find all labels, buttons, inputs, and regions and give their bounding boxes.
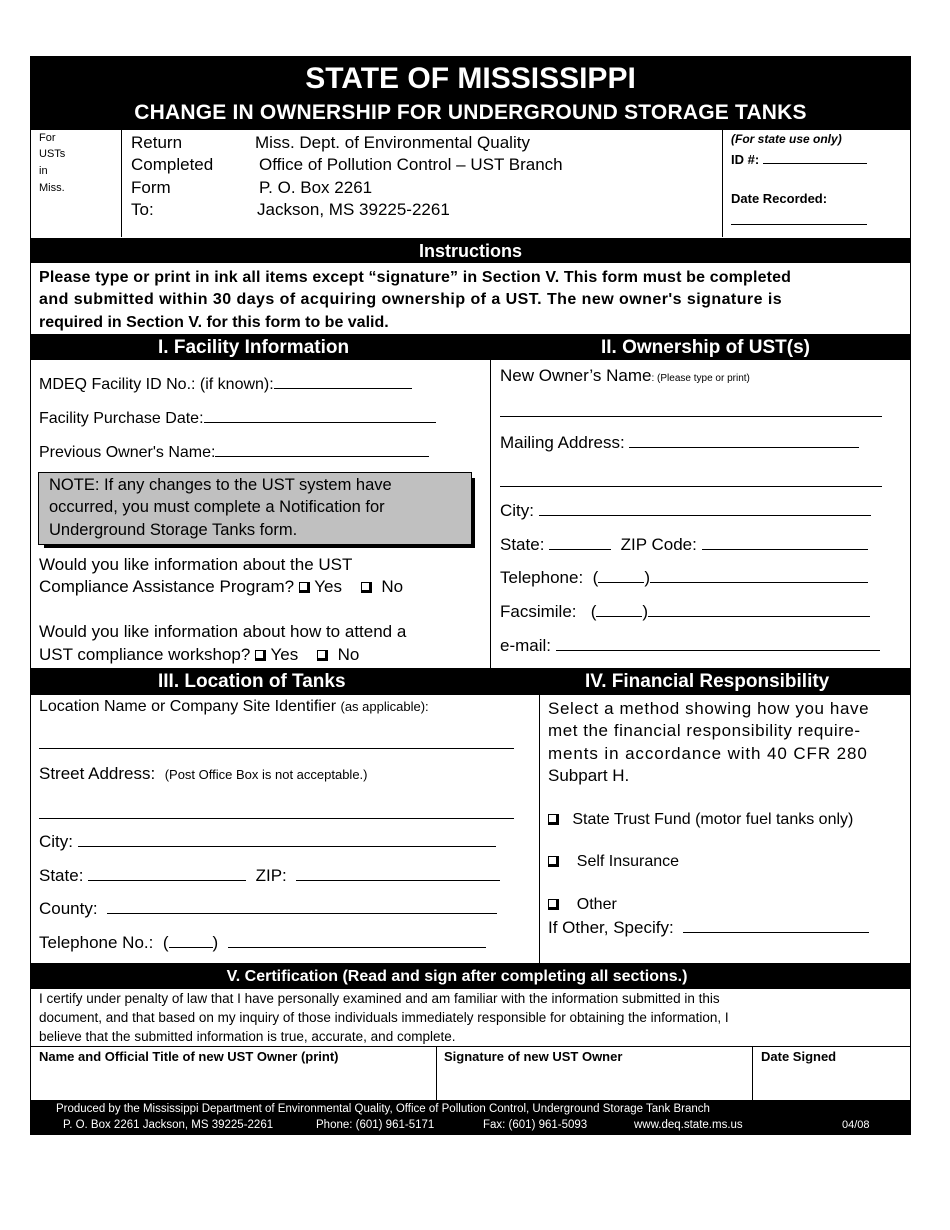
section-header-bar [30, 668, 911, 695]
option-state-trust-fund[interactable]: State Trust Fund (motor fuel tanks only) [548, 811, 853, 829]
footer-address: P. O. Box 2261 Jackson, MS 39225-2261 [63, 1119, 274, 1131]
return-label: To: [131, 200, 154, 219]
owner-email-field[interactable]: e-mail: [500, 636, 880, 656]
divider [436, 1046, 437, 1100]
state-use-label: (For state use only) [731, 132, 842, 146]
checkbox[interactable] [548, 856, 559, 867]
other-specify-field[interactable]: If Other, Specify: [548, 918, 869, 938]
note-box [38, 472, 472, 545]
section4-heading: IV. Financial Responsibility [585, 671, 830, 692]
certification-line: believe that the submitted information is true, accurate, and complete. [39, 1029, 456, 1044]
section3-heading: III. Location of Tanks [158, 671, 346, 692]
note-shadow [472, 478, 475, 548]
footer-fax: Fax: (601) 961-5093 [483, 1119, 588, 1131]
return-address-line: P. O. Box 2261 [259, 178, 373, 197]
location-name-label: Location Name or Company Site Identifier (as applicable): [39, 698, 429, 715]
footer-revision: 04/08 [842, 1119, 870, 1131]
financial-intro-line: Select a method showing how you have [548, 699, 870, 718]
side-label-line: in [39, 165, 48, 177]
instructions-line: and submitted within 30 days of acquiring ownership of a UST. The new owner's signature is [39, 291, 783, 308]
location-state-zip-field[interactable]: State: ZIP: [39, 866, 500, 886]
divider [752, 1046, 753, 1100]
instructions-heading: Instructions [418, 241, 522, 261]
section-header-bar [30, 334, 911, 360]
owner-name-title-field[interactable]: Name and Official Title of new UST Owner (print) [39, 1049, 339, 1064]
option-self-insurance[interactable]: Self Insurance [548, 853, 679, 871]
note-line: occurred, you must complete a Notification for [49, 498, 385, 516]
note-line: NOTE: If any changes to the UST system have [49, 476, 392, 494]
financial-intro-line: ments in accordance with 40 CFR 280 [548, 744, 868, 763]
section1-heading: I. Facility Information [158, 337, 350, 358]
certification-line: I certify under penalty of law that I have personally examined and am familiar with the information submitted in this [39, 991, 720, 1006]
owner-telephone-field[interactable]: Telephone: ( ) [500, 568, 868, 588]
return-address-line: Office of Pollution Control – UST Branch [259, 155, 563, 174]
owner-state-zip-field[interactable]: State: ZIP Code: [500, 535, 868, 555]
instructions-header [30, 238, 911, 263]
option-other[interactable]: Other [548, 896, 617, 914]
financial-intro-line: met the financial responsibility require- [548, 721, 861, 740]
divider [490, 360, 491, 668]
section2-heading: II. Ownership of UST(s) [601, 337, 811, 358]
question-line: Would you like information about the UST [39, 555, 353, 574]
divider [539, 695, 540, 963]
footer [30, 1100, 911, 1135]
owner-city-field[interactable]: City: [500, 501, 871, 521]
return-label: Form [131, 178, 171, 197]
divider [121, 130, 122, 237]
return-address-line: Miss. Dept. of Environmental Quality [255, 133, 530, 152]
footer-producer: Produced by the Mississippi Department of Environmental Quality, Office of Pollution Control, Underground Storage Tank Branch [56, 1103, 710, 1115]
question-compliance-program: Compliance Assistance Program? Yes No [39, 577, 404, 596]
mailing-address-line[interactable] [500, 486, 882, 487]
location-telephone-field[interactable]: Telephone No.: ( ) [39, 933, 486, 953]
location-name-line[interactable] [39, 748, 514, 749]
side-label-line: USTs [39, 148, 66, 160]
checkbox[interactable] [548, 899, 559, 910]
form-header [30, 56, 911, 130]
note-shadow [44, 545, 475, 548]
section5-header [30, 963, 911, 989]
state-id-label: ID #: [731, 149, 867, 167]
question-line: Would you like information about how to attend a [39, 622, 407, 641]
financial-intro-line: Subpart H. [548, 766, 630, 785]
facility-id-field[interactable]: MDEQ Facility ID No.: (if known): [39, 374, 412, 394]
return-label: Return [131, 133, 183, 152]
purchase-date-field[interactable]: Facility Purchase Date: [39, 408, 436, 428]
checkbox[interactable] [548, 814, 559, 825]
county-field[interactable]: County: [39, 899, 497, 919]
checkbox-no[interactable] [361, 582, 372, 593]
instructions-line: required in Section V. for this form to be valid. [39, 314, 389, 331]
date-signed-field[interactable]: Date Signed [761, 1049, 837, 1064]
side-label-line: For [39, 132, 56, 144]
date-recorded-line [731, 224, 867, 225]
form-subtitle: CHANGE IN OWNERSHIP FOR UNDERGROUND STORAGE TANKS [134, 101, 807, 124]
checkbox-no[interactable] [317, 650, 328, 661]
owner-fax-field[interactable]: Facsimile: ( ) [500, 602, 870, 622]
previous-owner-field[interactable]: Previous Owner's Name: [39, 442, 429, 462]
return-label: Completed [131, 155, 214, 174]
new-owner-label: New Owner’s Name: (Please type or print) [500, 366, 750, 385]
checkbox-yes[interactable] [255, 650, 266, 661]
checkbox-yes[interactable] [299, 582, 310, 593]
mailing-address-field[interactable]: Mailing Address: [500, 433, 859, 453]
new-owner-line[interactable] [500, 416, 882, 417]
street-address-label: Street Address: (Post Office Box is not acceptable.) [39, 764, 368, 783]
certification-line: document, and that based on my inquiry of those individuals immediately responsible for obtaining the information, I [39, 1010, 729, 1025]
return-address-line: Jackson, MS 39225-2261 [257, 200, 450, 219]
location-city-field[interactable]: City: [39, 832, 496, 852]
divider [30, 1046, 911, 1047]
date-recorded-label: Date Recorded: [731, 191, 828, 206]
owner-signature-field[interactable]: Signature of new UST Owner [444, 1049, 623, 1064]
section5-heading: V. Certification (Read and sign after completing all sections.) [226, 968, 688, 985]
instructions-line: Please type or print in ink all items except “signature” in Section V. This form must be completed [39, 269, 792, 286]
note-line: Underground Storage Tanks form. [49, 521, 298, 539]
footer-website[interactable]: www.deq.state.ms.us [634, 1119, 743, 1131]
footer-phone: Phone: (601) 961-5171 [316, 1119, 435, 1131]
side-label-line: Miss. [39, 182, 65, 194]
divider [722, 130, 723, 237]
question-workshop: UST compliance workshop? Yes No [39, 645, 360, 664]
form-title: STATE OF MISSISSIPPI [305, 62, 636, 95]
street-address-line[interactable] [39, 818, 514, 819]
